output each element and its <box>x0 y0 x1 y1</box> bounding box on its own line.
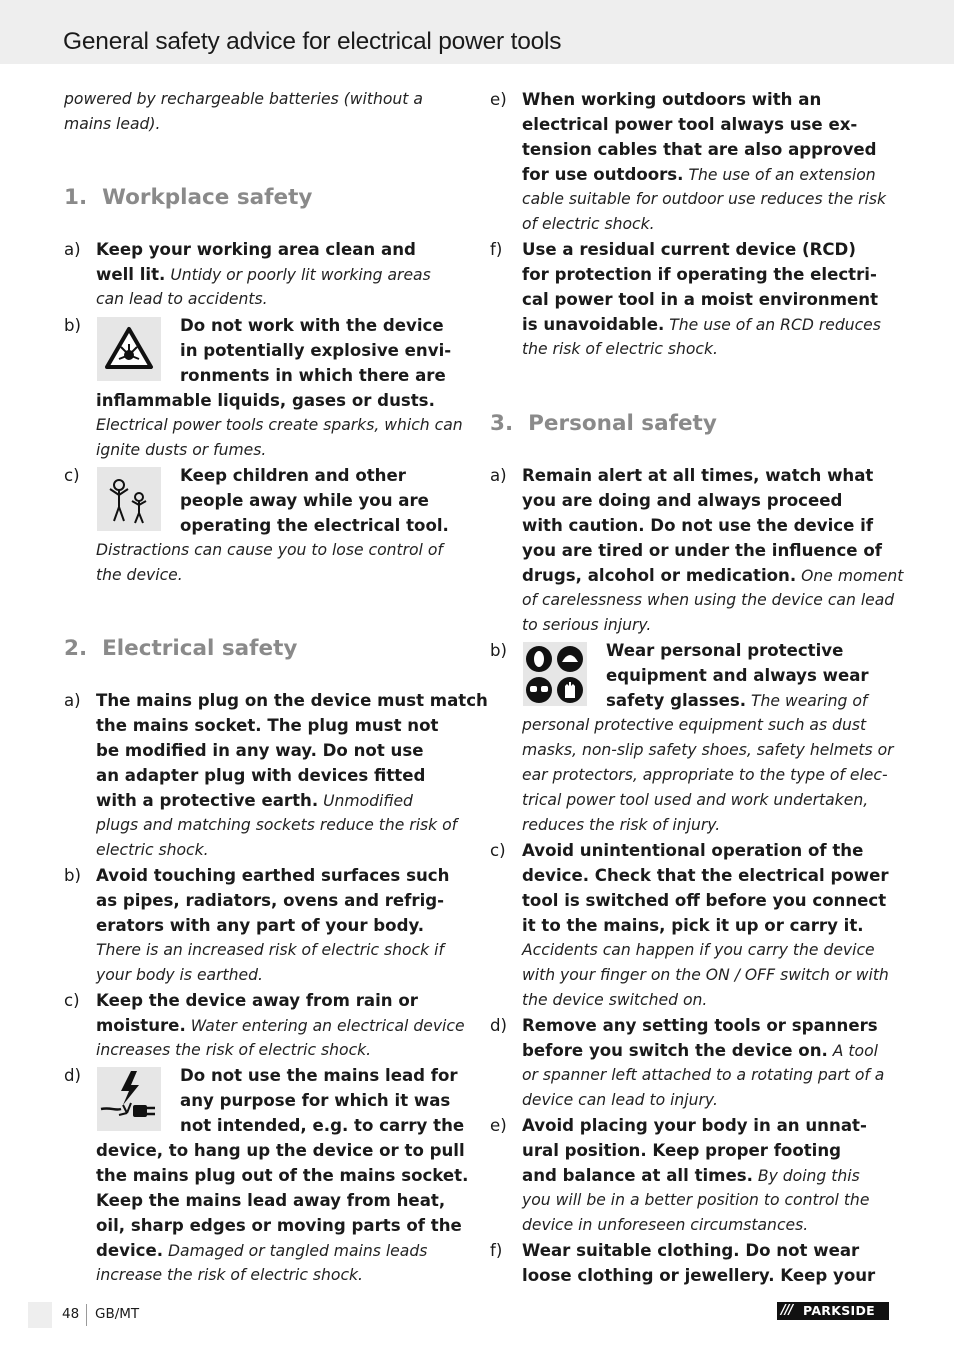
item-text: it to the mains, pick it up or carry it. <box>522 916 864 935</box>
item-text: in potentially explosive envi- <box>180 341 452 360</box>
item-text: increase the risk of electric shock. <box>96 1266 364 1284</box>
item-text: cal power tool in a moist environment <box>522 290 878 309</box>
item-text: electric shock. <box>96 841 209 859</box>
language-code: GB/MT <box>95 1306 140 1322</box>
item-text: drugs, alcohol or medication. One moment <box>522 566 904 585</box>
item-text: Remain alert at all times, watch what <box>522 466 874 485</box>
item-text: the mains socket. The plug must not <box>96 716 439 735</box>
mains-lead-hazard-icon <box>97 1067 161 1131</box>
item-text: Wear personal protective <box>606 641 844 660</box>
section-heading-personal-safety: 3. Personal safety <box>490 411 717 436</box>
item-text: Do not work with the device <box>180 316 444 335</box>
item-text: to serious injury. <box>522 616 652 634</box>
page-title: General safety advice for electrical power tools <box>63 28 562 55</box>
item-text: electrical power tool always use ex- <box>522 115 858 134</box>
item-label: c) <box>490 841 506 860</box>
item-text: be modified in any way. Do not use <box>96 741 424 760</box>
item-text: ignite dusts or fumes. <box>96 441 267 459</box>
item-text: moisture. Water entering an electrical device <box>96 1016 465 1035</box>
item-text: personal protective equipment such as dust <box>522 716 867 734</box>
item-text: Wear suitable clothing. Do not wear <box>522 1241 860 1260</box>
item-label: b) <box>64 866 82 885</box>
item-text: Keep the mains lead away from heat, <box>96 1191 446 1210</box>
item-text: oil, sharp edges or moving parts of the <box>96 1216 462 1235</box>
item-label: f) <box>490 240 503 259</box>
item-text: cable suitable for outdoor use reduces the risk <box>522 190 887 208</box>
explosive-hazard-icon <box>97 317 161 381</box>
section-heading-electrical-safety: 2. Electrical safety <box>64 636 298 661</box>
item-label: a) <box>64 240 81 259</box>
item-text: of electric shock. <box>522 215 655 233</box>
item-text: with your finger on the ON / OFF switch or with <box>522 966 889 984</box>
item-text: Distractions can cause you to lose control of <box>96 541 443 559</box>
item-text: the risk of electric shock. <box>522 340 718 358</box>
footer-divider <box>86 1304 87 1326</box>
item-text: not intended, e.g. to carry the <box>180 1116 465 1135</box>
item-label: c) <box>64 466 80 485</box>
item-text: with caution. Do not use the device if <box>522 516 874 535</box>
section-heading-workplace-safety: 1. Workplace safety <box>64 185 313 210</box>
item-text: well lit. Untidy or poorly lit working areas <box>96 265 431 284</box>
item-text: the device switched on. <box>522 991 708 1009</box>
item-text: ural position. Keep proper footing <box>522 1141 842 1160</box>
brand-logo: /// PARKSIDE <box>777 1302 889 1320</box>
item-label: c) <box>64 991 80 1010</box>
item-text: The mains plug on the device must match <box>96 691 488 710</box>
item-text: Accidents can happen if you carry the device <box>522 941 875 959</box>
item-text: and balance at all times. By doing this <box>522 1166 860 1185</box>
intro-line: powered by rechargeable batteries (without a <box>64 90 423 108</box>
item-text: Do not use the mains lead for <box>180 1066 458 1085</box>
item-text: Keep your working area clean and <box>96 240 416 259</box>
item-text: for protection if operating the electri- <box>522 265 877 284</box>
item-text: any purpose for which it was <box>180 1091 451 1110</box>
item-text: safety glasses. The wearing of <box>606 691 868 710</box>
item-label: e) <box>490 1116 507 1135</box>
item-text: or spanner left attached to a rotating part of a <box>522 1066 885 1084</box>
children-away-icon <box>97 467 161 531</box>
item-text: masks, non-slip safety shoes, safety helmets or <box>522 741 894 759</box>
item-text: plugs and matching sockets reduce the risk of <box>96 816 458 834</box>
item-text: There is an increased risk of electric shock if <box>96 941 444 959</box>
item-text: is unavoidable. The use of an RCD reduces <box>522 315 881 334</box>
page-header <box>0 0 954 64</box>
item-text: ear protectors, appropriate to the type of elec- <box>522 766 888 784</box>
item-text: erators with any part of your body. <box>96 916 425 935</box>
logo-stripes-icon: /// <box>781 1303 793 1318</box>
item-label: b) <box>64 316 82 335</box>
item-text: device. Check that the electrical power <box>522 866 889 885</box>
item-text: reduces the risk of injury. <box>522 816 721 834</box>
item-text: trical power tool used and work undertaken, <box>522 791 869 809</box>
item-label: d) <box>64 1066 82 1085</box>
item-text: increases the risk of electric shock. <box>96 1041 372 1059</box>
item-text: device in unforeseen circumstances. <box>522 1216 809 1234</box>
item-text: before you switch the device on. A tool <box>522 1041 878 1060</box>
item-text: Avoid unintentional operation of the <box>522 841 864 860</box>
item-label: b) <box>490 641 508 660</box>
item-text: of carelessness when using the device can lead <box>522 591 895 609</box>
item-text: Avoid placing your body in an unnat- <box>522 1116 867 1135</box>
item-text: device. Damaged or tangled mains leads <box>96 1241 428 1260</box>
item-text: When working outdoors with an <box>522 90 822 109</box>
item-label: a) <box>64 691 81 710</box>
item-text: tool is switched off before you connect <box>522 891 887 910</box>
item-text: device can lead to injury. <box>522 1091 718 1109</box>
protective-equipment-icon <box>523 642 587 706</box>
intro-line: mains lead). <box>64 115 161 133</box>
item-label: a) <box>490 466 507 485</box>
item-text: you are doing and always proceed <box>522 491 843 510</box>
item-text: Use a residual current device (RCD) <box>522 240 856 259</box>
item-text: you are tired or under the influence of <box>522 541 882 560</box>
item-text: an adapter plug with devices fitted <box>96 766 426 785</box>
item-text: Remove any setting tools or spanners <box>522 1016 878 1035</box>
item-label: f) <box>490 1241 503 1260</box>
page-number: 48 <box>62 1306 80 1322</box>
item-text: Keep children and other <box>180 466 406 485</box>
item-text: tension cables that are also approved <box>522 140 877 159</box>
item-text: device, to hang up the device or to pull <box>96 1141 465 1160</box>
item-text: you will be in a better position to control the <box>522 1191 870 1209</box>
footer-marker <box>28 1302 52 1328</box>
item-text: ronments in which there are <box>180 366 446 385</box>
item-text: Keep the device away from rain or <box>96 991 418 1010</box>
item-text: Electrical power tools create sparks, which can <box>96 416 463 434</box>
item-text: operating the electrical tool. <box>180 516 449 535</box>
item-text: Avoid touching earthed surfaces such <box>96 866 450 885</box>
item-text: your body is earthed. <box>96 966 263 984</box>
item-label: d) <box>490 1016 508 1035</box>
item-text: as pipes, radiators, ovens and refrig- <box>96 891 445 910</box>
item-label: e) <box>490 90 507 109</box>
item-text: people away while you are <box>180 491 429 510</box>
item-text: can lead to accidents. <box>96 290 268 308</box>
item-text: for use outdoors. The use of an extension <box>522 165 876 184</box>
item-text: equipment and always wear <box>606 666 869 685</box>
item-text: with a protective earth. Unmodified <box>96 791 413 810</box>
item-text: loose clothing or jewellery. Keep your <box>522 1266 876 1285</box>
item-text: the mains plug out of the mains socket. <box>96 1166 469 1185</box>
item-text: the device. <box>96 566 183 584</box>
item-text: inflammable liquids, gases or dusts. <box>96 391 435 410</box>
